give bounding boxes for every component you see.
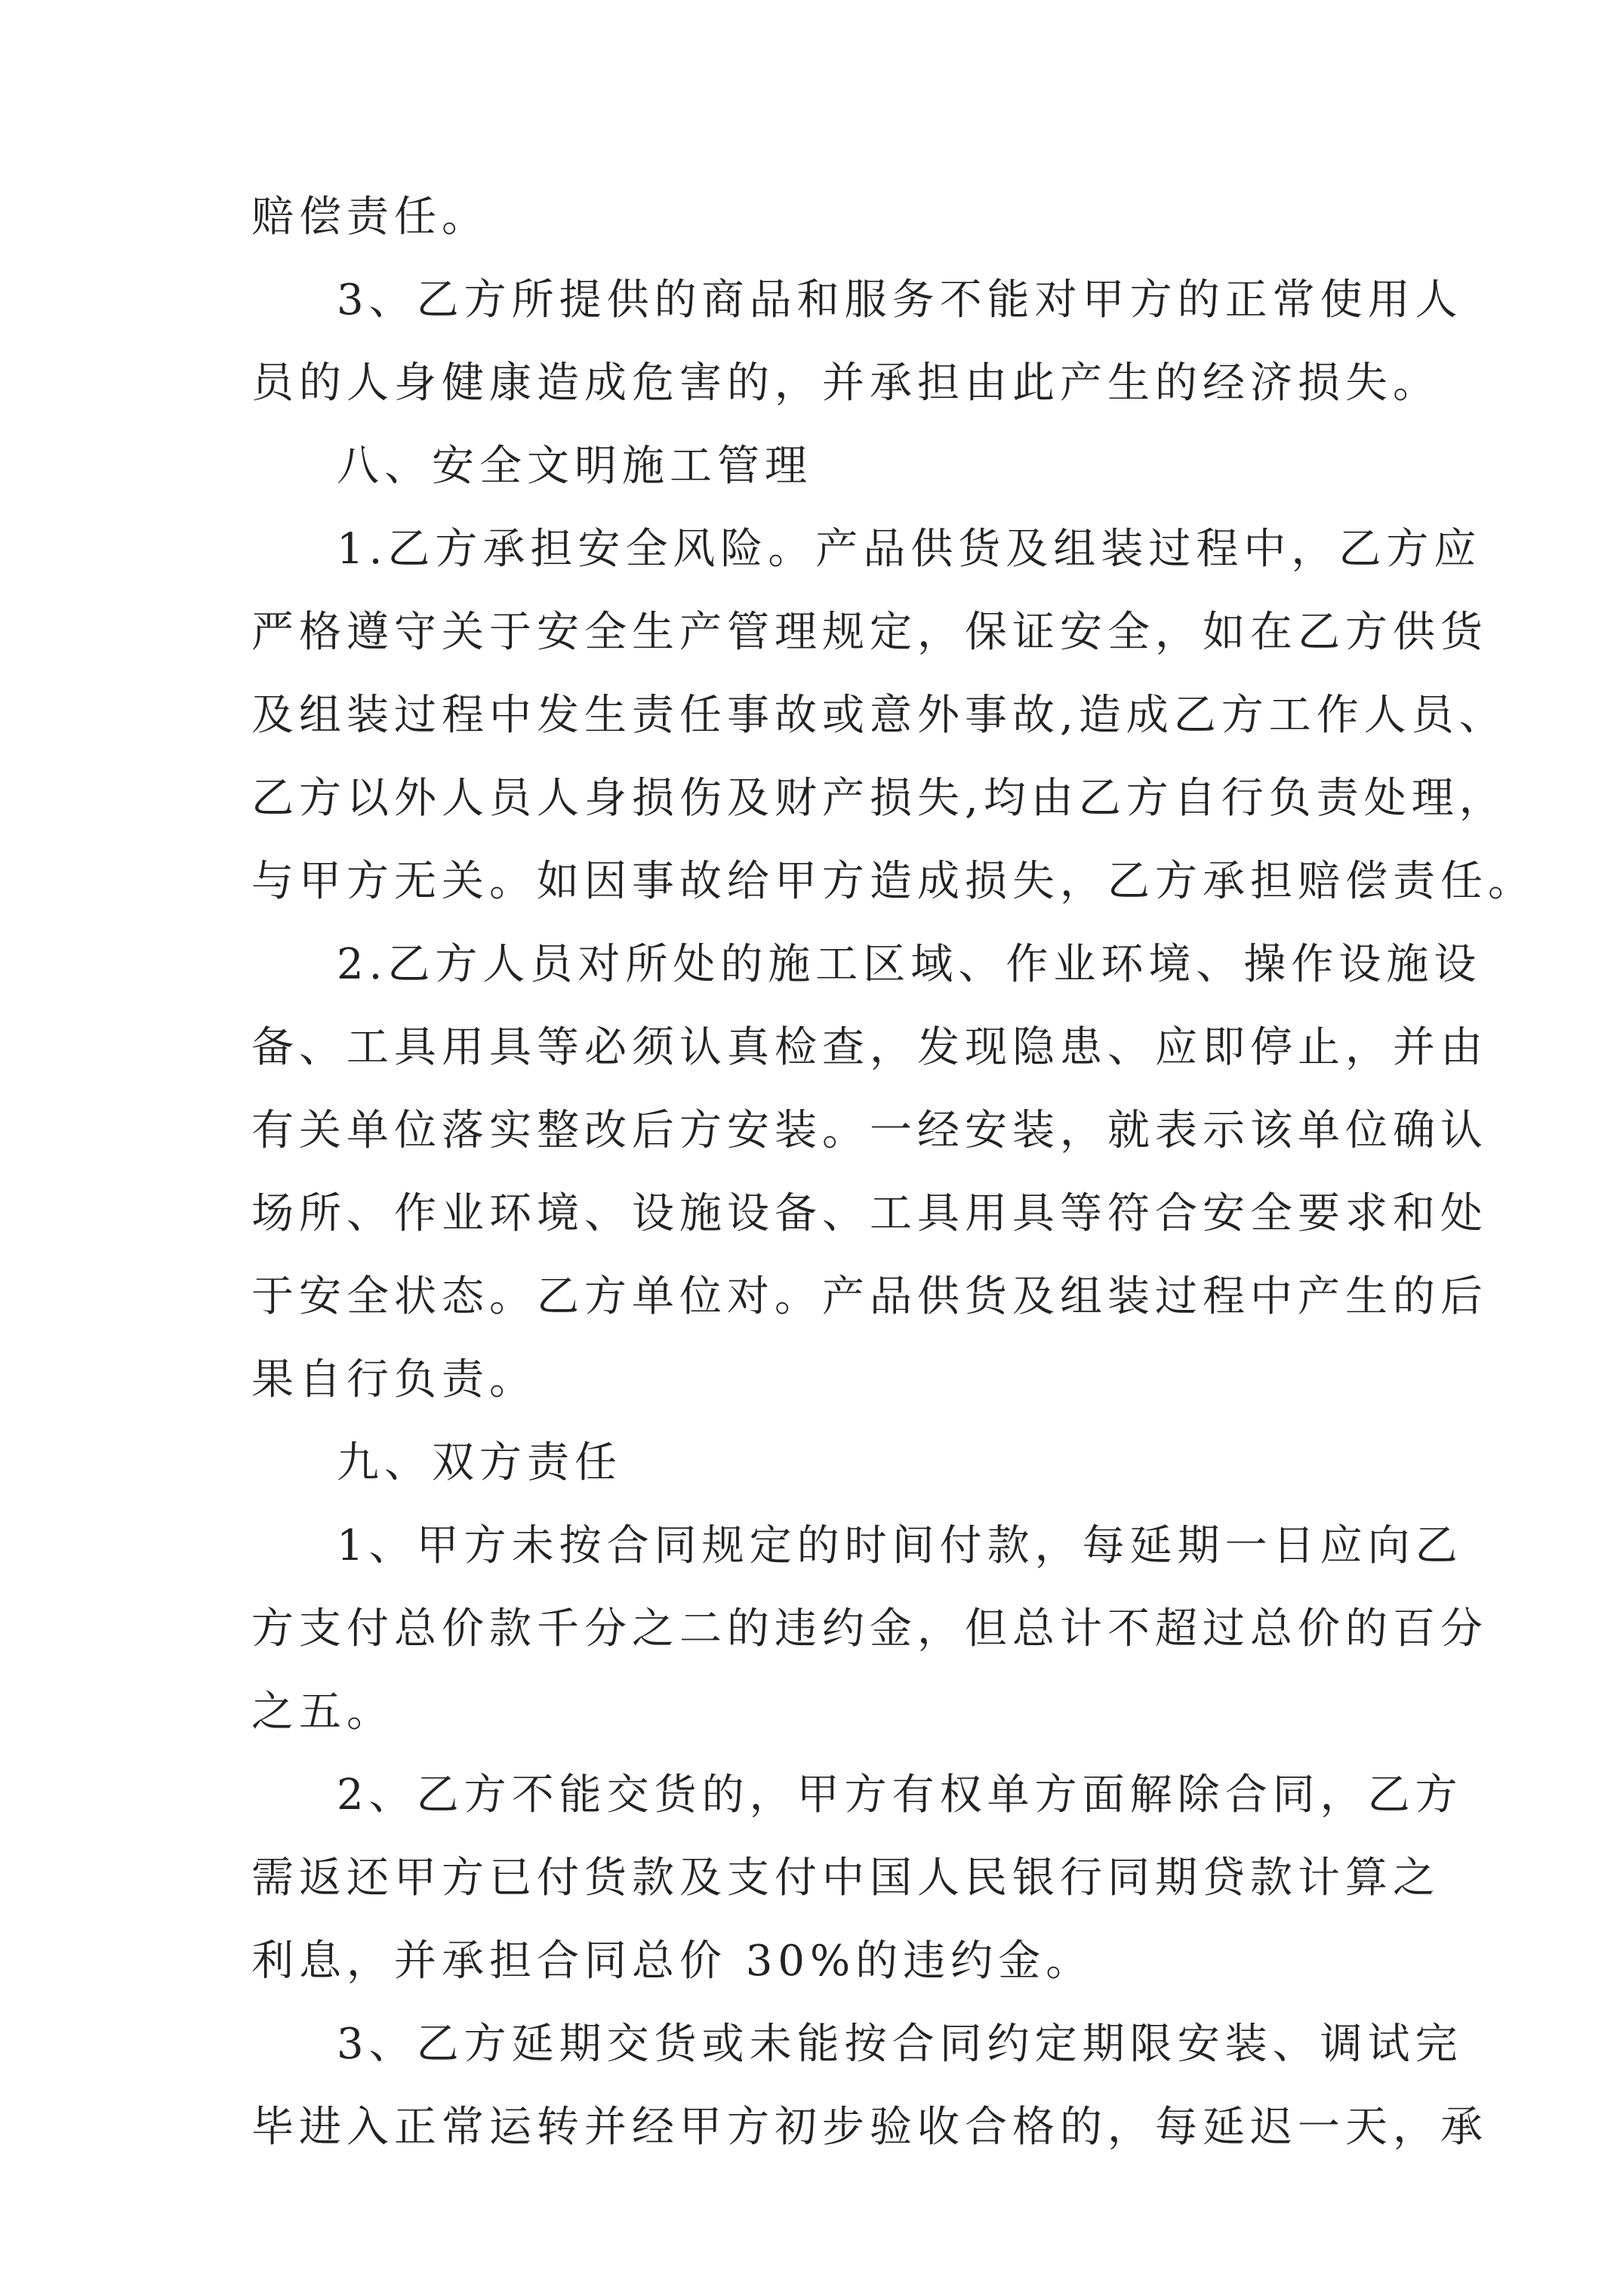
body-line-09: 与甲方无关。如因事故给甲方造成损失，乙方承担赔偿责任。 bbox=[251, 857, 1535, 906]
body-line-03: 员的人身健康造成危害的，并承担由此产生的经济损失。 bbox=[251, 359, 1440, 408]
body-line-12: 有关单位落实整改后方安装。一经安装，就表示该单位确认 bbox=[251, 1106, 1488, 1155]
body-line-18: 方支付总价款千分之二的违约金，但总计不超过总价的百分 bbox=[251, 1604, 1488, 1653]
body-line-08: 乙方以外人员人身损伤及财产损失,均由乙方自行负责处理， bbox=[251, 774, 1507, 823]
body-line-05: 1.乙方承担安全风险。产品供货及组装过程中，乙方应 bbox=[337, 525, 1482, 574]
body-line-19: 之五。 bbox=[251, 1687, 394, 1737]
body-line-11: 备、工具用具等必须认真检查，发现隐患、应即停止，并由 bbox=[251, 1023, 1488, 1072]
body-line-06: 严格遵守关于安全生产管理规定，保证安全，如在乙方供货 bbox=[251, 608, 1488, 657]
body-line-10: 2.乙方人员对所处的施工区域、作业环境、操作设施设 bbox=[337, 940, 1482, 989]
body-line-01: 赔偿责任。 bbox=[251, 193, 489, 242]
body-line-13: 场所、作业环境、设施设备、工具用具等符合安全要求和处 bbox=[251, 1189, 1488, 1238]
body-line-20: 2、乙方不能交货的，甲方有权单方面解除合同，乙方 bbox=[337, 1771, 1463, 1820]
body-line-07: 及组装过程中发生责任事故或意外事故,造成乙方工作人员、 bbox=[251, 691, 1507, 740]
body-line-22: 利息，并承担合同总价 30%的违约金。 bbox=[251, 1937, 1094, 1986]
body-line-15: 果自行负责。 bbox=[251, 1355, 537, 1404]
body-line-23: 3、乙方延期交货或未能按合同约定期限安装、调试完 bbox=[337, 2020, 1463, 2069]
section-heading-nine: 九、双方责任 bbox=[337, 1438, 622, 1487]
section-heading-eight: 八、安全文明施工管理 bbox=[337, 442, 812, 491]
body-line-02: 3、乙方所提供的商品和服务不能对甲方的正常使用人 bbox=[337, 276, 1463, 325]
body-line-17: 1、甲方未按合同规定的时间付款，每延期一日应向乙 bbox=[337, 1521, 1463, 1570]
body-line-21: 需返还甲方已付货款及支付中国人民银行同期贷款计算之 bbox=[251, 1854, 1440, 1903]
document-body bbox=[251, 176, 1535, 2169]
body-line-14: 于安全状态。乙方单位对。产品供货及组装过程中产生的后 bbox=[251, 1272, 1488, 1321]
body-line-24: 毕进入正常运转并经甲方初步验收合格的，每延迟一天，承 bbox=[251, 2103, 1488, 2152]
